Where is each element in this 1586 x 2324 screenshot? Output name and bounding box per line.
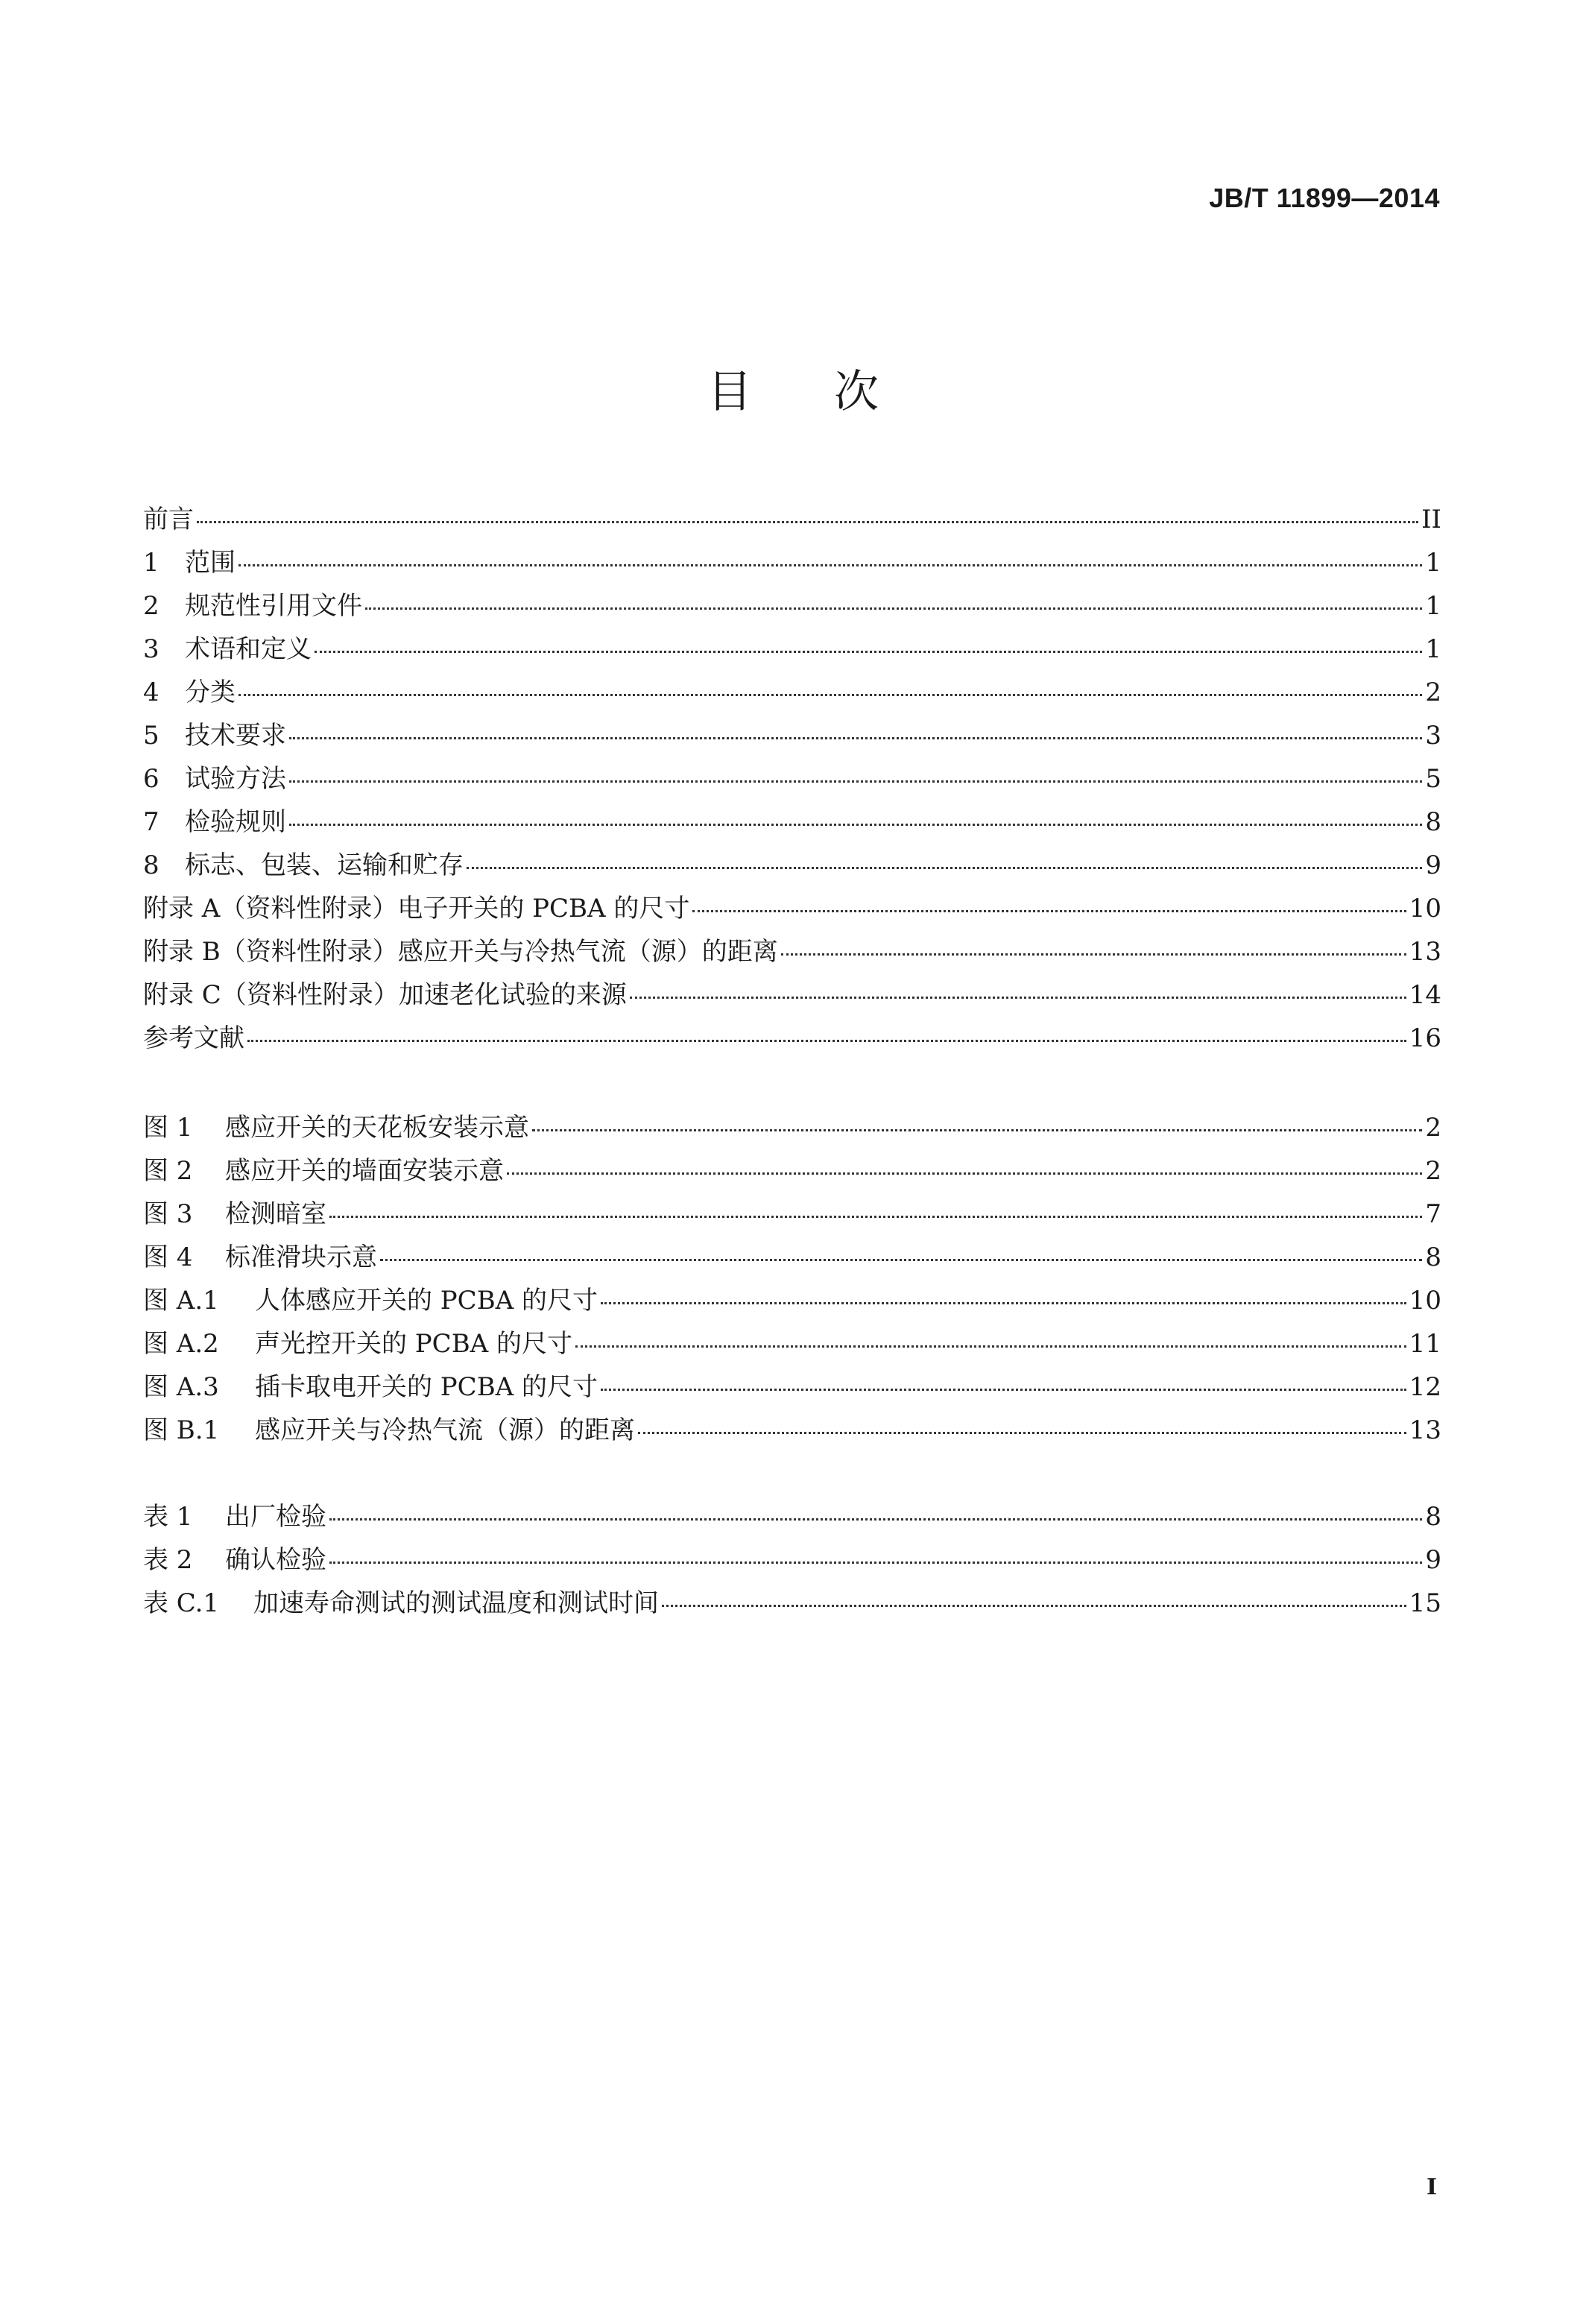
toc-entry-page: 9 — [1425, 1545, 1441, 1575]
toc-leader-dots — [575, 1345, 1406, 1348]
toc-leader-dots — [315, 650, 1422, 653]
toc-entry-page: 3 — [1425, 721, 1441, 751]
toc-entry-title: 附录 A（资料性附录）电子开关的 PCBA 的尺寸 — [143, 894, 690, 923]
toc-entry-title: 分类 — [185, 678, 236, 707]
toc-leader-dots — [507, 1172, 1422, 1175]
toc-entry-number: 图 1 — [143, 1113, 193, 1143]
toc-leader-dots — [247, 1039, 1406, 1042]
toc-leader-dots — [197, 520, 1418, 523]
toc-entry-title: 感应开关的天花板安装示意 — [225, 1113, 529, 1143]
toc-entry-page: 15 — [1409, 1588, 1441, 1618]
toc-entry-5[interactable] — [143, 714, 1441, 757]
toc-entry-title: 技术要求 — [185, 721, 286, 751]
toc-entry-title: 参考文献 — [143, 1023, 244, 1053]
toc-leader-dots — [692, 909, 1406, 912]
toc-entry-title: 试验方法 — [185, 764, 286, 794]
toc-entry-page: 2 — [1425, 1113, 1441, 1143]
toc-entry-title: 声光控开关的 PCBA 的尺寸 — [255, 1329, 573, 1359]
toc-figure-entry[interactable] — [143, 1322, 1441, 1365]
toc-leader-dots — [532, 1128, 1422, 1131]
toc-entry-page: 8 — [1425, 1502, 1441, 1532]
toc-entry-title: 加速寿命测试的测试温度和测试时间 — [253, 1588, 659, 1618]
toc-entry-page: 12 — [1409, 1372, 1441, 1402]
toc-entry-title: 插卡取电开关的 PCBA 的尺寸 — [255, 1372, 598, 1402]
toc-figure-entry[interactable] — [143, 1365, 1441, 1409]
toc-entry-page: 1 — [1425, 591, 1441, 621]
toc-figure-entry[interactable] — [143, 1193, 1441, 1236]
toc-entry-page: 2 — [1425, 678, 1441, 707]
toc-entry-number: 图 A.2 — [143, 1329, 219, 1359]
toc-entry-number: 3 — [143, 634, 159, 664]
toc-entry-number: 4 — [143, 678, 159, 707]
toc-entry-number: 图 3 — [143, 1199, 193, 1229]
toc-entry-page: 2 — [1425, 1156, 1441, 1186]
toc-entry-page: 1 — [1425, 634, 1441, 664]
toc-entry-number: 图 4 — [143, 1242, 193, 1272]
toc-figure-entry[interactable] — [143, 1236, 1441, 1279]
toc-tables-list — [143, 1495, 1441, 1625]
toc-entry-title: 感应开关的墙面安装示意 — [225, 1156, 504, 1186]
page-title-part-2: 次 — [834, 366, 879, 418]
toc-entry-number: 图 B.1 — [143, 1415, 220, 1445]
toc-entry-foreword[interactable] — [143, 498, 1441, 541]
toc-entry-bibliography[interactable] — [143, 1017, 1441, 1060]
toc-entry-page: 5 — [1425, 764, 1441, 794]
toc-entry-title: 出厂检验 — [225, 1502, 326, 1532]
toc-entry-title: 范围 — [185, 548, 236, 578]
toc-table-entry[interactable] — [143, 1582, 1441, 1625]
toc-entry-2[interactable] — [143, 584, 1441, 628]
toc-entry-page: 11 — [1409, 1329, 1441, 1359]
toc-entry-number: 表 1 — [143, 1502, 193, 1532]
toc-entry-6[interactable] — [143, 757, 1441, 801]
toc-leader-dots — [638, 1431, 1406, 1434]
toc-entry-annex-b[interactable] — [143, 930, 1441, 973]
toc-figure-entry[interactable] — [143, 1106, 1441, 1149]
page-title — [0, 356, 1586, 420]
toc-leader-dots — [329, 1518, 1422, 1521]
toc-entry-title: 规范性引用文件 — [185, 591, 362, 621]
toc-entry-page: 8 — [1425, 807, 1441, 837]
toc-entry-8[interactable] — [143, 844, 1441, 887]
toc-main-list — [143, 498, 1441, 1060]
toc-entry-number: 图 A.1 — [143, 1286, 219, 1316]
page-number: I — [1426, 2174, 1437, 2200]
toc-entry-number: 8 — [143, 850, 159, 880]
toc-entry-title: 术语和定义 — [185, 634, 312, 664]
toc-figures-list — [143, 1106, 1441, 1452]
toc-entry-number: 表 C.1 — [143, 1588, 220, 1618]
toc-entry-page: 16 — [1409, 1023, 1441, 1053]
page-title-part-1: 目 — [707, 366, 752, 418]
toc-leader-dots — [289, 823, 1422, 826]
toc-leader-dots — [238, 693, 1422, 696]
toc-entry-title: 感应开关与冷热气流（源）的距离 — [255, 1415, 635, 1445]
toc-leader-dots — [662, 1604, 1406, 1607]
toc-leader-dots — [781, 953, 1406, 956]
toc-entry-page: 10 — [1409, 1286, 1441, 1316]
toc-table-entry[interactable] — [143, 1538, 1441, 1582]
toc-entry-number: 图 2 — [143, 1156, 193, 1186]
toc-entry-page: 13 — [1409, 937, 1441, 967]
doc-code: JB/T 11899—2014 — [1209, 183, 1440, 213]
toc-entry-title: 前言 — [143, 505, 194, 534]
toc-leader-dots — [601, 1301, 1406, 1304]
toc-entry-title: 检验规则 — [185, 807, 286, 837]
toc-entry-page: 8 — [1425, 1242, 1441, 1272]
toc-entry-page: II — [1421, 505, 1441, 534]
toc-entry-number: 1 — [143, 548, 159, 578]
toc-entry-number: 2 — [143, 591, 159, 621]
toc-entry-title: 检测暗室 — [225, 1199, 326, 1229]
toc-entry-4[interactable] — [143, 671, 1441, 714]
toc-leader-dots — [289, 780, 1422, 783]
toc-entry-page: 14 — [1409, 980, 1441, 1010]
toc-entry-title: 确认检验 — [225, 1545, 326, 1575]
toc-entry-7[interactable] — [143, 801, 1441, 844]
toc-figure-entry[interactable] — [143, 1409, 1441, 1452]
toc-leader-dots — [329, 1561, 1422, 1564]
toc-entry-number: 6 — [143, 764, 159, 794]
toc-leader-dots — [467, 866, 1422, 869]
toc-entry-title: 标准滑块示意 — [225, 1242, 377, 1272]
toc-leader-dots — [289, 736, 1422, 739]
toc-entry-number: 图 A.3 — [143, 1372, 219, 1402]
toc-entry-title: 人体感应开关的 PCBA 的尺寸 — [255, 1286, 598, 1316]
toc-entry-page: 9 — [1425, 850, 1441, 880]
toc-entry-3[interactable] — [143, 628, 1441, 671]
toc-entry-page: 10 — [1409, 894, 1441, 923]
toc-entry-number: 7 — [143, 807, 159, 837]
toc-entry-page: 1 — [1425, 548, 1441, 578]
toc-entry-page: 7 — [1425, 1199, 1441, 1229]
toc-entry-title: 标志、包装、运输和贮存 — [185, 850, 464, 880]
toc-leader-dots — [238, 563, 1422, 566]
toc-figure-entry[interactable] — [143, 1279, 1441, 1322]
toc-leader-dots — [329, 1215, 1422, 1218]
toc-entry-annex-c[interactable] — [143, 973, 1441, 1017]
toc-leader-dots — [380, 1258, 1422, 1261]
toc-entry-page: 13 — [1409, 1415, 1441, 1445]
toc-entry-title: 附录 C（资料性附录）加速老化试验的来源 — [143, 980, 627, 1010]
toc-entry-annex-a[interactable] — [143, 887, 1441, 930]
toc-entry-number: 5 — [143, 721, 159, 751]
toc-leader-dots — [630, 996, 1406, 999]
toc-entry-title: 附录 B（资料性附录）感应开关与冷热气流（源）的距离 — [143, 937, 778, 967]
toc-table-entry[interactable] — [143, 1495, 1441, 1538]
toc-leader-dots — [601, 1388, 1406, 1391]
toc-entry-1[interactable] — [143, 541, 1441, 584]
toc-figure-entry[interactable] — [143, 1149, 1441, 1193]
toc-entry-number: 表 2 — [143, 1545, 193, 1575]
toc-leader-dots — [365, 607, 1422, 610]
